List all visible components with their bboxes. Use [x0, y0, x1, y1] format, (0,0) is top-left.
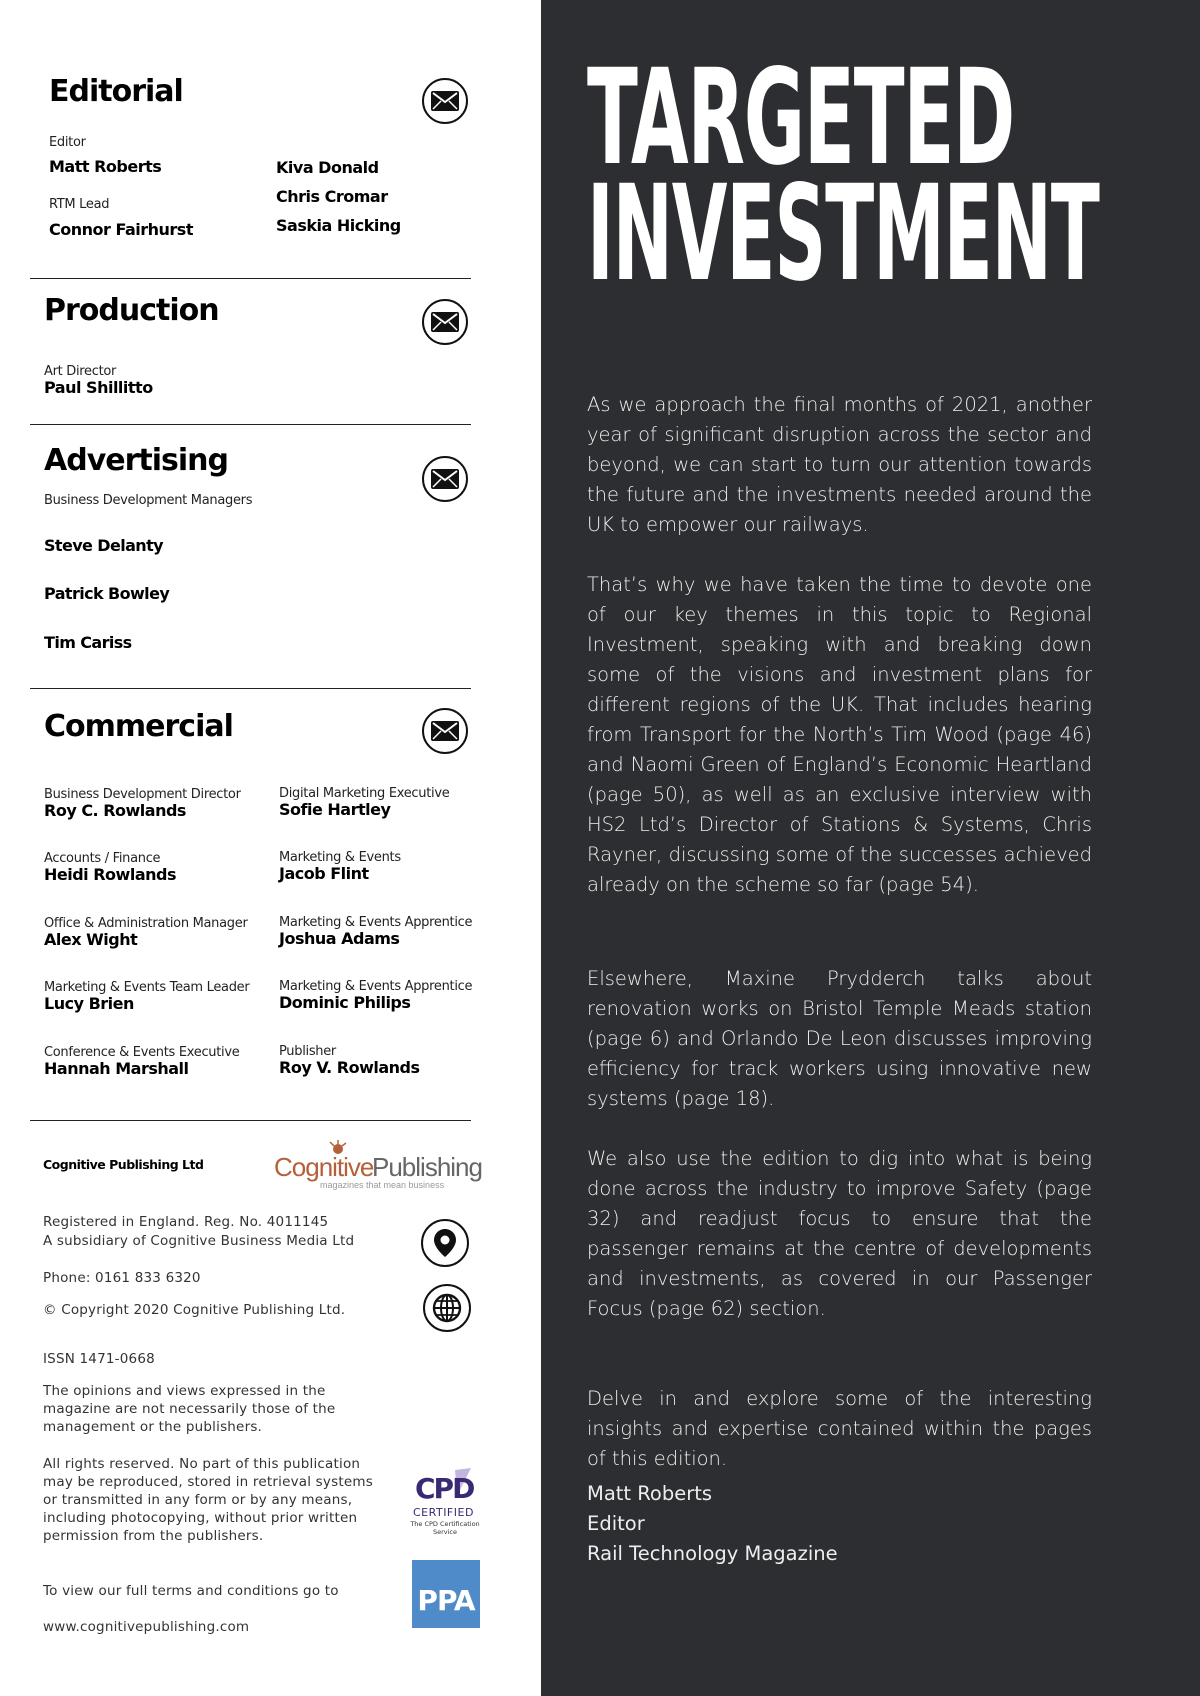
art-director-name: Paul Shillitto	[44, 378, 153, 397]
production-title: Production	[44, 293, 219, 328]
opinions-text: The opinions and views expressed in the magazine are not necessarily those of the management or the publishers.	[43, 1383, 336, 1435]
commercial-role: Publisher	[279, 1044, 336, 1059]
logo-word-publishing: Publishing	[372, 1152, 482, 1182]
commercial-title: Commercial	[44, 709, 233, 744]
terms-text: To view our full terms and conditions go to	[43, 1583, 339, 1599]
editorial-column	[541, 0, 1200, 1696]
location-icon[interactable]	[421, 1219, 469, 1267]
commercial-role: Office & Administration Manager	[44, 916, 248, 931]
rtm-role: RTM Lead	[49, 197, 110, 212]
article-paragraph: Elsewhere, Maxine Prydderch talks about renovation works on Bristol Temple Meads station (page 6) and Orlando De Leon discusses improving efficiency for track workers using innovative new systems (page 18).	[587, 967, 1092, 1110]
cpd-certified-label: CERTIFIED	[413, 1506, 474, 1519]
production-email-icon[interactable]	[422, 299, 468, 345]
cpd-mark: CPD	[415, 1472, 474, 1505]
ppa-label: PPA	[417, 1583, 475, 1617]
art-director-role: Art Director	[44, 364, 117, 379]
advertising-title: Advertising	[44, 443, 228, 478]
editor-name: Matt Roberts	[49, 157, 162, 176]
commercial-name: Alex Wight	[44, 930, 138, 949]
commercial-role: Marketing & Events	[279, 850, 401, 865]
commercial-name: Joshua Adams	[279, 929, 400, 948]
commercial-role: Marketing & Events Apprentice	[279, 915, 473, 930]
editorial-email-icon[interactable]	[422, 78, 468, 124]
issn-text: ISSN 1471-0668	[43, 1351, 155, 1367]
registration-text: Registered in England. Reg. No. 4011145	[43, 1214, 329, 1230]
cognitive-publishing-logo	[274, 1140, 482, 1192]
section-divider	[30, 688, 471, 689]
advertising-role: Business Development Managers	[44, 493, 253, 508]
website-link[interactable]: www.cognitivepublishing.com	[43, 1619, 250, 1635]
subsidiary-text: A subsidiary of Cognitive Business Media Ltd	[43, 1233, 355, 1249]
logo-tagline: magazines that mean business	[320, 1180, 445, 1190]
ppa-logo	[412, 1560, 480, 1628]
editorial-staff-name: Chris Cromar	[276, 187, 388, 206]
commercial-name: Sofie Hartley	[279, 800, 391, 819]
commercial-name: Roy V. Rowlands	[279, 1058, 420, 1077]
signature-name: Matt Roberts	[587, 1482, 713, 1505]
commercial-name: Hannah Marshall	[44, 1059, 189, 1078]
section-divider	[30, 278, 471, 279]
section-divider	[30, 1120, 471, 1121]
headline-line-1: TARGETED	[587, 41, 1015, 195]
commercial-name: Jacob Flint	[279, 864, 369, 883]
commercial-role: Business Development Director	[44, 787, 241, 802]
editor-role: Editor	[49, 135, 86, 150]
commercial-role: Marketing & Events Team Leader	[44, 980, 250, 995]
advertising-name: Tim Cariss	[44, 633, 132, 652]
commercial-name: Heidi Rowlands	[44, 865, 176, 884]
editorial-title: Editorial	[49, 74, 183, 109]
globe-icon[interactable]	[423, 1284, 471, 1332]
cpd-service-label: The CPD Certification Service	[410, 1520, 480, 1536]
commercial-name: Lucy Brien	[44, 994, 134, 1013]
commercial-role: Digital Marketing Executive	[279, 786, 450, 801]
advertising-name: Steve Delanty	[44, 536, 163, 555]
advertising-email-icon[interactable]	[422, 456, 468, 502]
rtm-name: Connor Fairhurst	[49, 220, 193, 239]
article-paragraph: Delve in and explore some of the interesting insights and expertise contained within the pages of this edition.	[587, 1387, 1092, 1470]
commercial-name: Dominic Philips	[279, 993, 411, 1012]
commercial-role: Marketing & Events Apprentice	[279, 979, 473, 994]
article-headline	[587, 41, 1200, 311]
article-paragraph: As we approach the final months of 2021, another year of significant disruption across the sector and beyond, we can start to turn our attention towards the future and the investments needed around the UK to empower our railways.	[587, 393, 1092, 536]
signature-publication: Rail Technology Magazine	[587, 1542, 838, 1565]
logo-word-cognitive: Cognitive	[274, 1152, 374, 1182]
phone-text: Phone: 0161 833 6320	[43, 1270, 201, 1286]
editorial-staff-name: Saskia Hicking	[276, 216, 401, 235]
masthead-column	[0, 0, 541, 1696]
commercial-role: Conference & Events Executive	[44, 1045, 240, 1060]
rights-text: All rights reserved. No part of this publication may be reproduced, stored in retrieval systems or transmitted in any form or by any means, including photocopying, without prior written permission from the publishers.	[43, 1456, 373, 1544]
signature-role: Editor	[587, 1512, 645, 1535]
publisher-company: Cognitive Publishing Ltd	[43, 1157, 204, 1172]
copyright-text: © Copyright 2020 Cognitive Publishing Ltd.	[43, 1302, 346, 1318]
commercial-email-icon[interactable]	[422, 708, 468, 754]
editorial-staff-name: Kiva Donald	[276, 158, 379, 177]
advertising-name: Patrick Bowley	[44, 584, 170, 603]
article-paragraph: We also use the edition to dig into what is being done across the industry to improve Safety (page 32) and readjust focus to ensure that the passenger remains at the centre of developments and investments, as covered in our Passenger Focus (page 62) section.	[587, 1147, 1092, 1320]
section-divider	[30, 424, 471, 425]
headline-line-2: INVESTMENT	[587, 157, 1099, 311]
cpd-certified-badge	[405, 1466, 483, 1538]
commercial-role: Accounts / Finance	[44, 851, 161, 866]
commercial-name: Roy C. Rowlands	[44, 801, 186, 820]
article-paragraph: That’s why we have taken the time to devote one of our key themes in this topic to Regional Investment, speaking with and breaking down some of the visions and investment plans for different regions of the UK. That includes hearing from Transport for the North’s Tim Wood (page 46) and Naomi Green of England’s Economic Heartland (page 50), as well as an exclusive interview with HS2 Ltd’s Director of Stations & Systems, Chris Rayner, discussing some of the successes achieved already on the scheme so far (page 54).	[587, 573, 1092, 896]
